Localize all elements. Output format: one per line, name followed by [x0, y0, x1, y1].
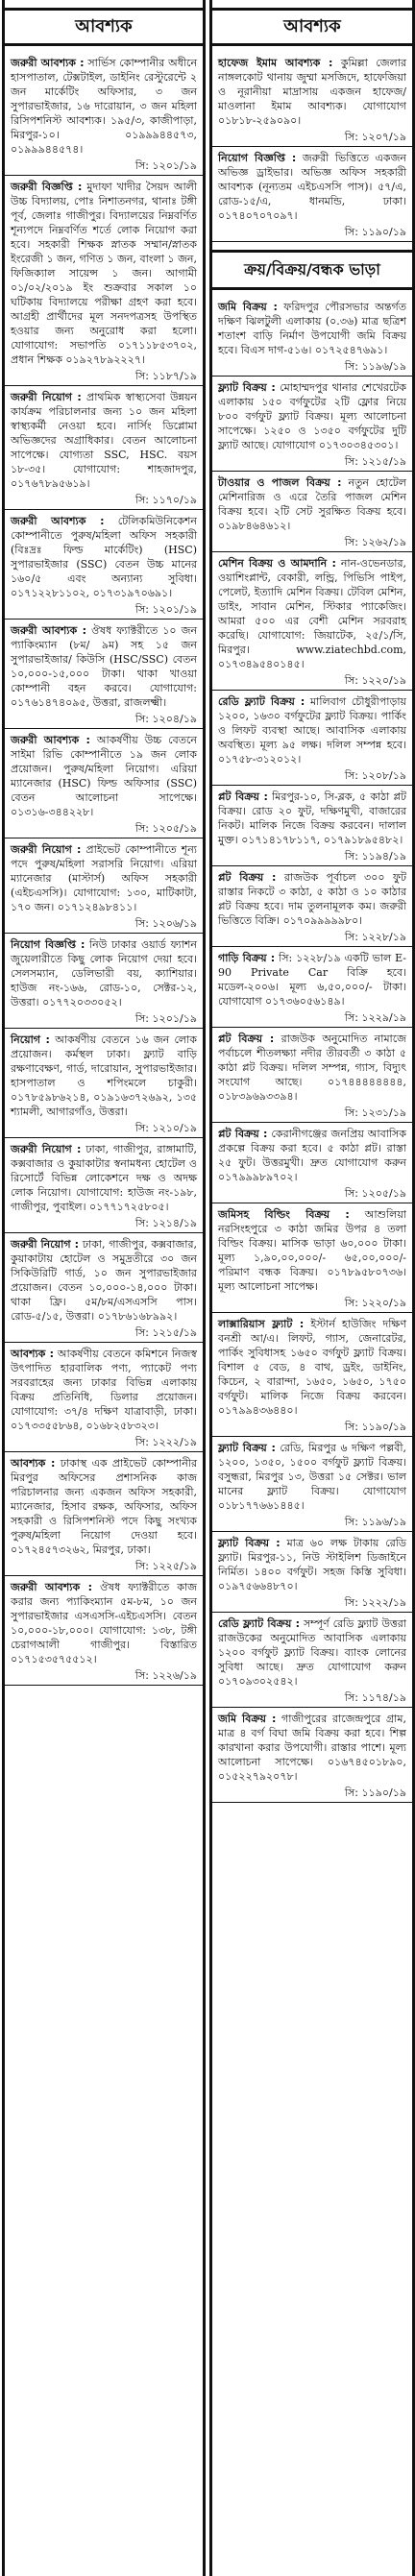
classified-ad: [5, 1452, 203, 1576]
ad-body: কুমিল্লা জেলার নাঙ্গলকোট থানায় জুম্মা মসজিদে, হাফেজিয়া ও নূরানীয়া মাদ্রাসায় একজন হাফেজ/মাওলানা ইমাম আবশ্যক। যোগাযোগ ০১৮১৮-২৫৯০৯০।: [218, 57, 406, 127]
ad-body: ঔষধ ফ্যাক্টরীতে কাজ করার জন্য প্যাকিংম্যান ৫ম-৮ম, ১০ জন সুপারভাইজার এসএসসি-এইচএসসি। বেতন ১০,০০০-১৮,০০০। যোগাযোগ: ১৩৮, টঙ্গী চেরাগআলী গাজীপুর। বিস্তারিত ০১৭১৫৩৫৭৫৫১২।: [11, 1581, 198, 1665]
ad-code: সি: ১২২২/১৯: [344, 1596, 406, 1609]
ad-code: সি: ১১৯০/১৯: [344, 1421, 406, 1433]
classified-ad: [212, 1437, 412, 1532]
ad-body: মাত্র ৬০ লক্ষ টাকায় রেডি ফ্ল্যাট। মিরপুর-১১, নিউ স্টাইলিশ ডিজাইনে নির্মিত। ১৪০০ বর্গফুট। সহজ কিস্তি সুবিধা। ০১৯৭৫৬৬৪৮৭০।: [218, 1537, 406, 1592]
classified-ad: [5, 1233, 203, 1343]
ad-heading: জরুরী নিয়োগ :: [11, 1238, 79, 1251]
ad-body: টেলিকমিউনিকেশন কোম্পানীতে পুরুষ/মহিলা অফিস সহকারী (বিঃদ্রঃ ফিল্ড মার্কেটিং) (HSC) সুপারভাইজার (SSC) বেতন উচ্চ মানের ১৬০/৫ এবং অন্যান্য সুবিধা। ০১৭১২২৮১১০২, ০১৭৩১৯৭০৬৯১।: [11, 515, 197, 599]
ad-code: সি: ১২১০/১৯: [134, 1122, 197, 1134]
ad-heading: জরুরী আবশ্যক :: [11, 1581, 92, 1593]
ad-code: সি: ১২০১/১৯: [134, 603, 197, 616]
ad-code: সি: ১২০৪/১৯: [134, 713, 197, 725]
classified-ad: [212, 52, 412, 147]
ad-body: গাজীপুরের রাজেন্দ্রপুরে গ্রাম, মাত্র ৪ বর্গ বিঘা জমি বিক্রয় করা হবে। শিল্প কারখানা করার উপযোগী। রাস্তার পাশে। মূল্য আলোচনা সাপেক্ষে। ০১৬৭৪৫০১৮৯০, ০১৫২২৭৯২০৭৮।: [218, 1713, 406, 1783]
ad-heading: নিয়োগ :: [11, 1033, 50, 1046]
ad-body: নান-ওভেনডার, ওয়াশিংপ্লান্ট, বেকারী, লন্ড্রি, পিভিসি পাইপ, পেলেট, ইত্যাদি মেশিন বিক্রয়। টেবিল মেশিন, ডাইং, সাবান মেশিন, স্টিকার প্যাকেজিং। আমরা ৫০০ এর বেশী মেশিন সরবরাহ করেছি। যোগাযোগ: জিয়াটেক, ২৫/১/সি, মিরপুর। www.ziatechbd.com, ০১৭৩৪৯৫৪০১৪৫।: [218, 557, 406, 670]
ad-body: ঢাকা, গাজীপুর, রাঙ্গামাটি, কক্সবাজার ও কুয়াকাটার স্বনামধন্য হোটেল ও রিসোর্টে বিভিন্ন লোকেশনে দক্ষ ও অদক্ষ লোক নিয়োগ। যোগাযোগ: হাউজ নং-১৯৮, গাজীপুর, পুবাইল। ০১৭৭১৭২৫৮০৫।: [11, 1143, 197, 1213]
ad-heading: জরুরী আবশ্যক :: [11, 57, 85, 69]
ad-code: সি: ১২২০/১৯: [344, 674, 406, 687]
ad-code: সি: ১২০১/১৯: [134, 159, 197, 172]
ad-heading: প্লট বিক্রয় :: [218, 790, 268, 803]
ad-body: আশুলিয়া নরসিংহপুরে ৩ কাঠা জমির উপর ৪ তলা বিল্ডিং বিক্রয়। মাসিক ভাড়া ৬০,০০০ টাকা। মূল্য ১,৯০,০০,০০০/- ৬৫,০০,০০০/- পরিমাণ বন্ধক বিক্রয়। ০১৭৮৯৫৮০৭৩৬। মূল্য আলোচনা সাপেক্ষ।: [218, 1208, 407, 1293]
ad-heading: ফ্ল্যাট বিক্রয় :: [218, 1537, 281, 1549]
ad-list: [5, 52, 203, 1686]
classified-ad: [5, 620, 203, 729]
ad-heading: জরুরী নিয়োগ :: [11, 843, 82, 856]
ad-heading: জরুরী নিয়োগ :: [11, 1143, 82, 1155]
ad-body: ফরিদপুর পৌরসভার অন্তর্গত দক্ষিণ ঝিলটুলী এলাকায় (০.৩৬) মাত্র ছত্রিশ শতাংশ বাড়ি নির্মাণ উপযোগী জমি বিক্রয় হবে। বিএস দাগ-৫১৬। ০১৭২৫৪৭৬৯১।: [218, 301, 406, 356]
ad-heading: আবশ্যক :: [11, 1348, 54, 1360]
column-header: আবশ্যক: [212, 8, 412, 46]
column-header: আবশ্যক: [5, 8, 203, 46]
ad-body: রাজউক পূর্বাচল ৩০০ ফুট রাস্তার নিকটে ৩ কাঠা, ৫ কাঠা ও ১০ কাঠার প্লট বিক্রয় হবে। দাম তুলনামূলক কম। জরুরী ভিত্তিতে বিক্রি। ০১৭০৯৯৯৯৯৮০।: [218, 871, 406, 927]
classified-ad: [212, 866, 412, 947]
classified-ad: [212, 691, 412, 786]
ad-body: মুদাফা খাদীর সৈয়দ আলী উচ্চ বিদ্যালয়, পোঃ নিশাতনগর, থানাঃ টঙ্গী পূর্ব, জেলাঃ গাজীপুর। বিদ্যালয়ের নিম্নবর্ণিত শূন্যপদে নিম্নবর্ণিত শর্তে লোক নিয়োগ করা হবে। সহকারী শিক্ষক স্নাতক সম্মান/স্নাতক ইংরেজী ১ জন, গণিত ১ জন, বাংলা ১ জন, ফিজিক্যাল সায়েন্স ১ জন। আগামী ০১/০২/২০১৯ ইং শুক্রবার সকাল ১০ ঘটিকায় বিদ্যালয়ে পরীক্ষা গ্রহণ করা হবে। আগ্রহী প্রার্থীদের মূল সনদপত্রসহ উপস্থিত হওয়ার জন্য অনুরোধ করা হলো। যোগাযোগ: সভাপতি ০১৭১১৮৫৩৭০২, প্রধান শিক্ষক ০১৯২৭৮৯২২২৭।: [11, 181, 197, 366]
classified-ad: [212, 786, 412, 866]
ad-heading: জমি বিক্রয় :: [218, 1713, 277, 1725]
ad-body: রাজউক অনুমোদিত নামাজে পর্বাচলে শীতলক্ষ্যা নদীর তীরবর্তী ৩ কাঠা ৫ কাঠা প্লট বিক্রয়। দলিল সম্পন্ন, গ্যাস, বিদ্যুৎ সংযোগ আছে। ০১৭৪৪৪৪৪৪৪৪, ০১৮৩৯৬৯৩৩৯৪।: [218, 1033, 407, 1103]
ad-code: সি: ১২০৬/১৯: [134, 917, 197, 930]
classified-ad: [212, 296, 412, 377]
classified-ad: [212, 552, 412, 691]
ad-code: সি: ১২২৫/১৯: [134, 1560, 197, 1572]
ad-code: সি: ১১৮৭/১৯: [134, 370, 197, 382]
ad-heading: জরুরী আবশ্যক :: [11, 515, 105, 527]
classified-ad: [212, 1708, 412, 1803]
ad-heading: হাফেজ ইমাম আবশ্যক :: [218, 57, 333, 69]
ad-body: ঢাকা, গাজীপুর, কক্সবাজার, কুয়াকাটায় হোটেল ও সমুদ্রতীরে ৩০ জন সিকিউরিটি গার্ড, ১০ জন সুপারভাইজার প্রয়োজন। বেতন ১০,০০০-১৪,০০০ টাকা। থাকা ফ্রি। ৫ম/৮ম/এসএসসি পাস। রোড-৫/১৫, উত্তরা। ০১৭৮৬১৬৮৯৯২।: [11, 1238, 197, 1323]
ad-code: সি: ১২২০/১৯: [344, 1297, 406, 1309]
ad-heading: মেশিন বিক্রয় ও আমদানি :: [218, 557, 336, 570]
ad-heading: রেডি ফ্ল্যাট বিক্রয় :: [218, 1617, 301, 1630]
classified-ad: [5, 1029, 203, 1138]
ad-code: সি: ১২০১/১৯: [134, 1012, 197, 1025]
ad-body: ঔষধ ফ্যাক্টরীতে ১০ জন প্যাকিংম্যান (৮ম/ ৯ম) সহ ১৫ জন সুপারভাইজার/ কিউসি (HSC/SSC) বেতন ১০,০০০-১৫,০০০ টাকা। থাকা খাওয়া কোম্পানী বহন করবে। যোগাযোগ: ০১৭৬১৪৭৪০৯৫, উত্তরা, রাজলক্ষ্মী।: [11, 624, 198, 709]
ad-code: সি: ১২০৮/১৯: [344, 769, 406, 782]
ad-heading: ফ্ল্যাট বিক্রয় :: [218, 1442, 276, 1454]
ad-body: সার্ভিস কোম্পানীর অধীনে হাসপাতাল, টেক্সটাইল, ডাইনিং রেস্টুরেন্টে ২ জন মার্কেটিং অফিসার, ৩ জন সুপারভাইজার, ১৬ দারোয়ান, ৩ জন মহিলা রিসিপশনিস্ট আবশ্যক। ১৯৫/৩, কাজীপাড়া, মিরপুর-১০। ০১৯৯৯৪৪৫৭৩, ০১৯৯৯৪৪৫৭৪।: [11, 57, 198, 156]
ad-code: সি: ১২৩১/১৯: [344, 1106, 406, 1119]
ad-heading: জরুরী নিয়োগ :: [11, 391, 82, 403]
right-column: [209, 0, 415, 2576]
classified-ad: [212, 377, 412, 472]
classified-ad: [212, 947, 412, 1028]
ad-code: সি: ১১৯৬/১৯: [344, 1516, 406, 1528]
ad-code: সি: ১১৯৪/১৯: [344, 850, 406, 863]
ad-heading: লাক্সারিয়াস ফ্ল্যাট :: [218, 1318, 305, 1330]
classified-ad: [212, 147, 412, 242]
ad-code: সি: ১২২৬/১৯: [134, 1669, 197, 1682]
classified-ad: [212, 1532, 412, 1613]
ad-code: সি: ১২২৮/১৯: [344, 931, 406, 943]
classified-ad: [212, 1203, 412, 1313]
ad-heading: আবশ্যক :: [11, 1457, 56, 1470]
ad-heading: জমিসহ বিল্ডিং বিক্রয় :: [218, 1208, 350, 1221]
ad-body: জরুরী ভিত্তিতে একজন অভিজ্ঞ ড্রাইভার। অভিজ্ঞ অফিস সহকারী আবশ্যক (নূন্যতম এইচএসসি পাস)। ৫৭/এ, রোড-১৫/এ, ধানমন্ডি, ঢাকা। ০১৭৪০৭০৭০৯৭।: [218, 152, 406, 222]
ad-heading: জরুরী বিজ্ঞপ্তি :: [11, 181, 83, 193]
ad-body: নতুন হোটেল মেশিনারিজ ও এরে তৈরি পাজল মেশিন বিক্রয় হবে। ২টি সেট সুরক্ষিত বিক্রয় হবে। ০১৯৮৪৬৪৬১২।: [218, 476, 406, 532]
ad-code: সি: ১২০৭/১৯: [344, 131, 406, 143]
classified-ad: [5, 176, 203, 386]
ad-heading: প্লট বিক্রয় :: [218, 1128, 268, 1140]
ad-list: [212, 52, 412, 242]
ad-body: প্রাইভেট কোম্পানীতে শূন্য পদে পুরুষ/মহিলা সরাসরি নিয়োগ। এরিয়া ম্যানেজার (মাস্টার্স) অফিস সহকারী (এইচএসসি)। যোগাযোগ: ১৩০, মাটিকাটা, ১৭০ জন। ০১৭১২৪৯৮৪১১।: [11, 843, 197, 913]
ad-code: সি: ১১৯০/১৯: [344, 226, 406, 238]
ad-code: সি: ১২১৫/১৯: [134, 1326, 197, 1339]
ad-code: সি: ১২০৫/১৯: [134, 822, 197, 835]
classified-ad: [5, 729, 203, 838]
ad-heading: নিয়োগ বিজ্ঞপ্তি :: [218, 152, 297, 164]
ad-heading: প্লট বিক্রয় :: [218, 1033, 275, 1045]
ad-heading: জমি বিক্রয় :: [218, 301, 278, 313]
ad-code: সি: ১২২৯/১৯: [344, 1011, 406, 1024]
classified-ad: [5, 838, 203, 934]
ad-code: সি: ১২৬২/১৯: [344, 536, 406, 548]
ad-body: প্রাথমিক স্বাস্থ্যসেবা উন্নয়ন কার্যক্রম পরিচালনার জন্য ১০ জন মহিলা স্বাস্থ্যকর্মী নেওয়া হবে। নার্সিং ডিপ্লোমা অভিজ্ঞদের অগ্রাধিকার। বেতন আলোচনা সাপেক্ষে। যোগ্যতা SSC, HSC. বয়স ১৮-৩৫। যোগাযোগ: শাহজাদপুর, ০১৭৬৭৮৯৫৬১৯।: [11, 391, 197, 490]
ad-code: সি: ১১৭৪/১৯: [344, 1691, 406, 1704]
ad-code: সি: ১২১৫/১৯: [344, 455, 406, 468]
section-header: ক্রয়/বিক্রয়/বন্ধক ভাড়া: [212, 250, 412, 290]
classified-ad: [212, 472, 412, 552]
ad-list: [212, 296, 412, 1803]
ad-heading: জরুরী আবশ্যক :: [11, 734, 90, 746]
classified-ad: [5, 1343, 203, 1452]
classified-ad: [212, 1313, 412, 1437]
ad-body: আকর্ষণীয় বেতনে কমিশনে নিজস্ব উৎপাদিত হারবালিক পণ্য, প্যাকেট পণ্য সরবরাহের জন্য ঢাকার বিভিন্ন এলাকায় বিক্রয় প্রতিনিধি, ডিলার প্রয়োজন। যোগাযোগ: ৩৭/৪ দক্ষিণ যাত্রাবাড়ী, ঢাকা। ০১৭৩৩৫৫৮৬৪, ০১৬৮২৫৮৩২৩।: [11, 1348, 197, 1432]
ad-body: মোহাম্মদপুর থানার শেখেরটেক এলাকায় ১৫০ বর্গফুটের ২টি ফ্লোর নিয়ে ৮০০ বর্গফুট ফ্ল্যাট বিক্রয়। মূল্য আলোচনা সাপেক্ষে। ১২৫০ ও ১৩৫০ বর্গফুটের দুটি ফ্ল্যাট আছে। যোগাযোগ ০১৭৩০৩৪৫৩০১।: [218, 381, 406, 451]
classified-ad: [212, 1028, 412, 1123]
ad-code: সি: ১১৭০/১৯: [134, 494, 197, 506]
ad-body: আকর্ষণীয় বেতনে ১৬ জন লোক প্রয়োজন। কর্মস্থল ঢাকা। ফ্ল্যাট বাড়ি রক্ষণাবেক্ষণ, গার্ড, দারোয়ান, সুপারভাইজার। হাসপাতাল ও শপিংমলে চাকুরী। ০১৭৮৫৯৮৬২১৪, ০১৯১৬৩৭২৬৯২, ১৩৫ শ্যামলী, আগারগাঁও, উত্তরা।: [11, 1033, 197, 1118]
ad-body: রেডি, মিরপুর ৬ দক্ষিণ পল্লবী, ১২০০, ১৩৫০, ১৫০০ বর্গফুট ফ্ল্যাট বিক্রয়। বসুন্ধরা, মিরপুর ১৩, উত্তরা ১৫ সেক্টর। ভাল মানের ফ্ল্যাট বিক্রয়। যোগাযোগ ০১৮১৭৭৬৬১৪৪৫।: [218, 1442, 406, 1512]
ad-code: সি: ১২০৫/১৯: [344, 1187, 406, 1200]
ad-body: মালিবাগ চৌধুরীপাড়ায় ১২০০, ১৬৩০ বর্গফুটের ফ্ল্যাট বিক্রয়। পার্কিং ও লিফট ব্যবস্থা আছে। আবাসিক এলাকায় অবস্থিত। মূল্য ৯৫ লক্ষ। দলিল সম্পন্ন হবে। ০১৭৫৮-৩১২০১২।: [218, 695, 407, 766]
ad-heading: গাড়ি বিক্রয় :: [218, 952, 276, 964]
ad-heading: নিয়োগ বিজ্ঞপ্তি :: [11, 938, 85, 951]
ad-body: ইস্টার্ন হাউজিং দক্ষিণ বনশ্রী আ/এ। লিফট, গ্যাস, জেনারেটর, পার্কিং সুবিধাসহ ১৬৫০ বর্গফুট ফ্ল্যাট বিক্রয়। বিশাল ৫ বেড, ৪ বাথ, ড্রইং, ডাইনিং, কিচেন, ২ বারান্দা, ১৬৫০, ১৬৫০, ১৭৫০ বর্গফুট। মালিক নিজে বিক্রয় করবেন। ০১৭৯৯৪৩৬৪৪০।: [218, 1318, 406, 1417]
ad-code: সি: ১১৯৬/১৯: [344, 360, 406, 373]
classified-ad: [5, 1138, 203, 1233]
ad-heading: ফ্ল্যাট বিক্রয় :: [218, 381, 276, 394]
ad-heading: জরুরী আবশ্যক :: [11, 624, 86, 637]
ad-body: কেরানীগঞ্জের জনপ্রিয় আবাসিক প্রকল্পে বিক্রয় করা হবে। ৫ কাঠা প্লট। রাস্তা ২৫ ফুট। উত্তরমুখী। দ্রুত যোগাযোগ করুন ০১৭৯৯৯৮৯৭০২।: [218, 1128, 407, 1183]
ad-body: সম্পূর্ণ রেডি ফ্ল্যাট উত্তরা রাজউকের অনুমোদিত আবাসিক এলাকায় ১২০০ বর্গফুট ফ্ল্যাট বিক্রয়। ব্যাংক লোনের সুবিধা আছে। দ্রুত যোগাযোগ করুন ০১৭০৯৩০২৫৪২।: [218, 1617, 406, 1688]
classified-ad: [212, 1613, 412, 1708]
classified-ad: [5, 510, 203, 620]
ad-code: সি: ১১৯০/১৯: [344, 1786, 406, 1799]
ad-code: সি: ১২১৪/১৯: [134, 1217, 197, 1229]
ad-body: আকর্ষণীয় উচ্চ বেতনে সাইমা রিভি কোম্পানীতে ১৯ জন লোক প্রয়োজন। পুরুষ/মহিলা নিয়োগ। এরিয়া ম্যানেজার (HSC) ফিল্ড অফিসার (SSC) বেতন আলোচনা সাপেক্ষে। ০১৩১৬-৩৪৪২২৮।: [11, 734, 197, 818]
ad-heading: রেডি ফ্ল্যাট বিক্রয় :: [218, 695, 305, 708]
ad-code: সি: ১২২২/১৯: [134, 1436, 197, 1448]
classified-ad: [212, 1123, 412, 1203]
ad-body: সি: ১২২৮/১৯ একটি ভাল E-90 Private Car বিক্রি হবে। মডেল-২০০৬। মূল্য ৬,৫০,০০০/- টাকা। যোগাযোগ ০১৭৩৬০৫৬১৪৯।: [218, 952, 407, 1008]
classified-ad: [5, 386, 203, 510]
classified-ad: [5, 1576, 203, 1686]
ad-heading: টাওয়ার ও পাজল বিক্রয় :: [218, 476, 342, 489]
classified-ad: [5, 934, 203, 1029]
ad-heading: প্লট বিক্রয় :: [218, 871, 277, 884]
ad-body: নিউ ঢাকার ওয়ার্ড ফ্যাশন জুয়েলারীতে কিছু লোক নিয়োগ দেয়া হবে। সেলসম্যান, ডেলিভারী বয়, ক্যাশিয়ার। হাউজ নং-১৬৬, রোড-১০, সেক্টর-১২, উত্তরা। ০১৭৭২০৩৩০৫২।: [11, 938, 197, 1009]
ad-body: মিরপুর-১০, সি-ব্লক, ৫ কাঠা প্লট বিক্রয়। রোড ২০ ফুট, দক্ষিণমুখী, বাজারের নিকট। মালিক নিজে বিক্রয় করবেন। দালাল মুক্ত। ০১৭১৪১৭৮১১৭, ০১৭৯১৮৯৫৪৮২।: [218, 790, 407, 846]
left-column: [2, 0, 206, 2576]
ad-body: ঢাকাস্থ এক প্রাইভেট কোম্পানীর মিরপুর অফিসের প্রশাসনিক কাজ পরিচালনার জন্য একজন অফিস সহকারী, ম্যানেজার, হিসাব রক্ষক, অফিসার, অফিস সহকারী ও রিসিপশনিস্ট পদে কিছু সংখ্যক পুরুষ/মহিলা নিয়োগ দেওয়া হবে। ০১৭২৪৫৭৩২৬২, মিরপুর, ঢাকা।: [11, 1457, 197, 1556]
classified-ad: [5, 52, 203, 176]
